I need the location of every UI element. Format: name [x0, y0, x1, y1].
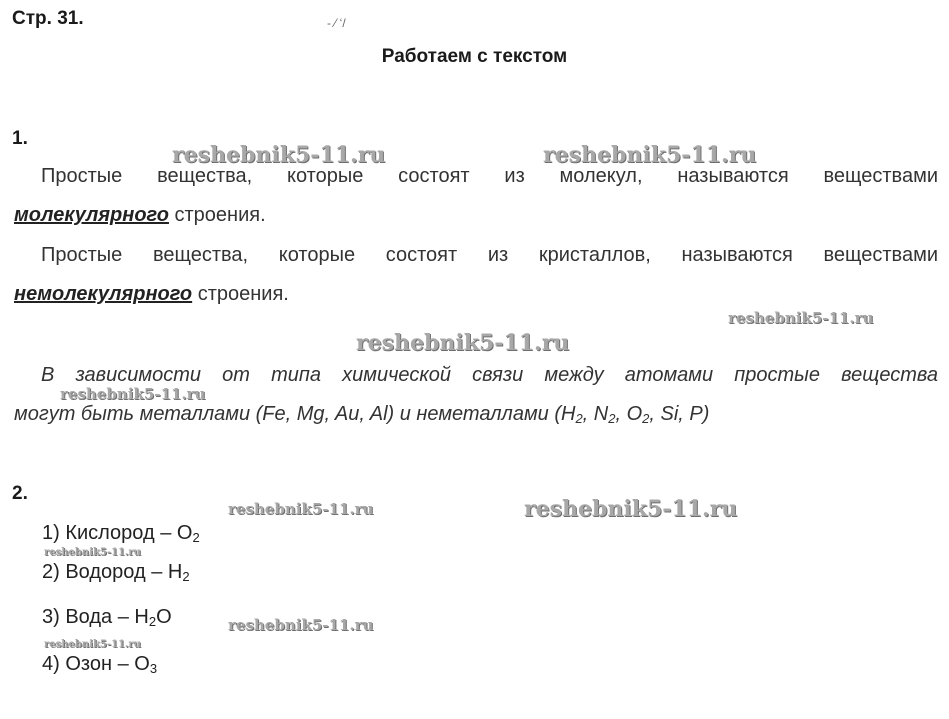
list-item-label: 1) Кислород – O	[42, 522, 193, 544]
subscript: 2	[148, 614, 157, 629]
list-item-label: 3) Вода – H	[42, 606, 149, 628]
scratch-mark: - ⁄ ‘/	[327, 16, 346, 30]
paragraph-3-n: , N	[582, 403, 609, 425]
answer-molecular: молекулярного	[14, 204, 169, 226]
watermark: reshebnik5-11.ru	[728, 309, 874, 327]
section-2-number: 2.	[12, 483, 28, 504]
paragraph-2-ending: строения.	[197, 283, 289, 305]
watermark: reshebnik5-11.ru	[44, 639, 141, 650]
watermark: reshebnik5-11.ru	[60, 385, 206, 403]
watermark: reshebnik5-11.ru	[44, 547, 141, 558]
list-item	[42, 653, 157, 676]
watermark: reshebnik5-11.ru	[524, 496, 738, 522]
subscript: 2	[575, 411, 583, 426]
page-title: Работаем с текстом	[381, 46, 568, 67]
paragraph-1	[14, 157, 938, 235]
subscript: 2	[182, 569, 190, 584]
watermark: reshebnik5-11.ru	[228, 616, 374, 634]
watermark: reshebnik5-11.ru	[356, 330, 570, 356]
list-item	[42, 606, 172, 629]
list-item-label: 2) Водород – H	[42, 561, 183, 583]
paragraph-3-rest: , Si, P)	[649, 403, 710, 425]
list-item-suffix: O	[156, 606, 172, 628]
paragraph-3-line-1: В зависимости от типа химической связи между атомами простые вещества	[41, 364, 938, 386]
section-1-number: 1.	[12, 128, 28, 149]
subscript: 2	[608, 411, 616, 426]
subscript: 3	[149, 661, 158, 676]
subscript: 2	[192, 530, 200, 545]
paragraph-2	[14, 236, 938, 314]
paragraph-1-text: Простые вещества, которые состоят из молекул, называются веществами	[41, 165, 938, 187]
watermark: reshebnik5-11.ru	[228, 500, 374, 518]
subscript: 2	[642, 411, 650, 426]
paragraph-3-o: , O	[615, 403, 643, 425]
list-item-label: 4) Озон – O	[42, 653, 150, 675]
page-number: Стр. 31.	[12, 8, 84, 29]
paragraph-3-line-2: могут быть металлами (Fe, Mg, Au, Al) и неметаллами (H	[14, 403, 576, 425]
list-item	[42, 561, 190, 584]
answer-nonmolecular: немолекулярного	[14, 283, 193, 305]
paragraph-1-ending: строения.	[174, 204, 266, 226]
list-item	[42, 522, 200, 545]
watermark: reshebnik5-11.ru	[172, 142, 386, 168]
watermark: reshebnik5-11.ru	[543, 142, 757, 168]
paragraph-2-text: Простые вещества, которые состоят из кристаллов, называются веществами	[41, 244, 938, 266]
